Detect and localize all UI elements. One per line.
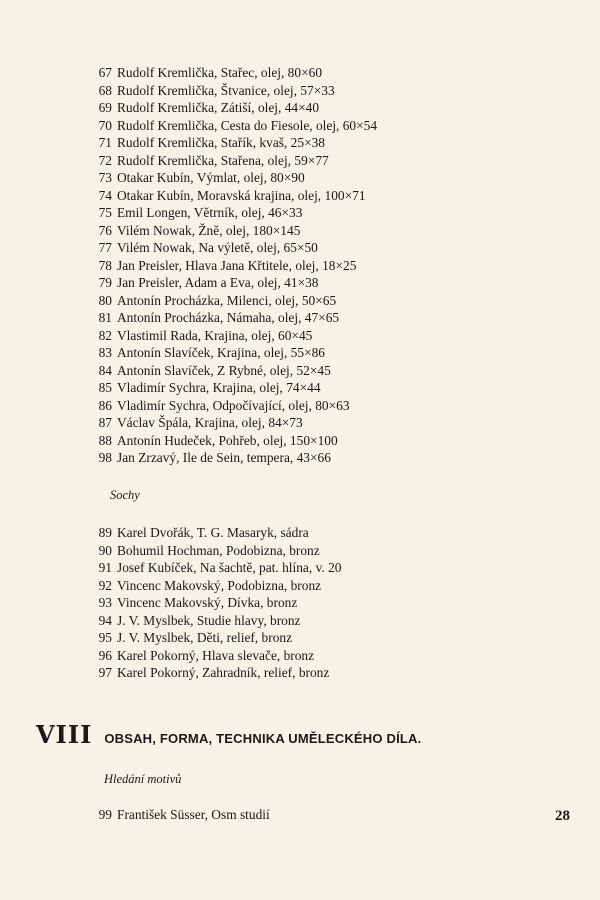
entry-number: 96	[98, 647, 112, 663]
entry-text: Vilém Nowak, Na výletě, olej, 65×50	[117, 240, 318, 255]
entry-text: Bohumil Hochman, Podobizna, bronz	[117, 542, 320, 558]
entry-text: Otakar Kubín, Výmlat, olej, 80×90	[117, 170, 305, 185]
subsection-heading: Hledání motivů	[104, 772, 182, 786]
page-number: 28	[555, 808, 570, 824]
entry-number: 84	[98, 362, 112, 378]
sculptures-list	[84, 524, 341, 682]
entry-number: 77	[98, 240, 112, 255]
catalog-entry	[84, 292, 377, 310]
entry-number: 87	[98, 415, 112, 430]
entry-number: 88	[98, 432, 112, 448]
entry-number: 79	[98, 275, 112, 290]
entry-text: Rudolf Kremlička, Cesta do Fiesole, olej, 60×54	[117, 117, 378, 133]
catalog-entry	[84, 309, 377, 327]
entry-text: Karel Dvořák, T. G. Masaryk, sádra	[117, 525, 309, 540]
entry-number: 80	[98, 292, 112, 308]
entry-text: Antonín Hudeček, Pohřeb, olej, 150×100	[117, 432, 338, 448]
entry-text: J. V. Myslbek, Děti, relief, bronz	[117, 630, 293, 645]
entry-number: 82	[98, 327, 112, 343]
catalog-entry	[84, 187, 377, 205]
entry-number: 89	[98, 525, 112, 540]
paintings-list	[84, 64, 377, 467]
entry-number: 94	[98, 612, 112, 628]
entry-text: Vincenc Makovský, Podobizna, bronz	[117, 577, 322, 593]
catalog-entry	[84, 222, 377, 240]
catalog-entry	[84, 577, 341, 595]
catalog-entry	[84, 379, 377, 397]
catalog-entry	[84, 806, 270, 824]
entry-text: Rudolf Kremlička, Štvanice, olej, 57×33	[117, 82, 335, 98]
entry-text: Vladimír Sychra, Odpočívající, olej, 80×63	[117, 397, 350, 413]
entry-number: 76	[98, 222, 112, 238]
entry-text: Vilém Nowak, Žně, olej, 180×145	[117, 222, 301, 238]
catalog-entry	[84, 397, 377, 415]
catalog-entry	[84, 239, 377, 257]
entry-number: 85	[98, 380, 112, 395]
entry-text: František Süsser, Osm studií	[117, 807, 270, 822]
entry-number: 67	[98, 65, 112, 80]
catalog-entry	[84, 257, 377, 275]
catalog-entry	[84, 664, 341, 682]
entry-text: J. V. Myslbek, Studie hlavy, bronz	[117, 612, 301, 628]
entry-text: Rudolf Kremlička, Stařec, olej, 80×60	[117, 65, 323, 80]
catalog-entry	[84, 344, 377, 362]
entry-text: Emil Longen, Větrník, olej, 46×33	[117, 205, 303, 220]
catalog-entry	[84, 169, 377, 187]
entry-number: 93	[98, 595, 112, 610]
entry-text: Josef Kubíček, Na šachtě, pat. hlína, v. 20	[117, 560, 342, 575]
entry-number: 97	[98, 665, 112, 680]
catalog-entry	[84, 134, 377, 152]
catalog-entry	[84, 414, 377, 432]
catalog-entry	[84, 524, 341, 542]
catalog-entry	[84, 594, 341, 612]
entry-number: 72	[98, 152, 112, 168]
catalog-entry	[84, 629, 341, 647]
entry-number: 73	[98, 170, 112, 185]
entry-text: Rudolf Kremlička, Stařík, kvaš, 25×38	[117, 135, 326, 150]
entry-number: 71	[98, 135, 112, 150]
entry-text: Antonín Slavíček, Z Rybné, olej, 52×45	[117, 362, 331, 378]
entry-number: 78	[98, 257, 112, 273]
entry-number: 90	[98, 542, 112, 558]
catalog-entry	[84, 362, 377, 380]
catalog-entry	[84, 99, 377, 117]
entry-text: Karel Pokorný, Zahradník, relief, bronz	[117, 665, 330, 680]
entry-number: 70	[98, 117, 112, 133]
entry-text: Rudolf Kremlička, Stařena, olej, 59×77	[117, 152, 329, 168]
catalog-entry	[84, 327, 377, 345]
catalog-entry	[84, 204, 377, 222]
catalog-entry	[84, 82, 377, 100]
entry-number: 68	[98, 82, 112, 98]
catalog-entry	[84, 432, 377, 450]
section-heading	[36, 720, 421, 749]
entry-text: Vlastimil Rada, Krajina, olej, 60×45	[117, 327, 313, 343]
entry-text: Antonín Slavíček, Krajina, olej, 55×86	[117, 345, 325, 360]
sculptures-heading: Sochy	[110, 488, 140, 502]
entry-number: 83	[98, 345, 112, 360]
section-title: OBSAH, FORMA, TECHNIKA UMĚLECKÉHO DÍLA.	[104, 731, 422, 746]
entry-text: Jan Preisler, Hlava Jana Křtitele, olej, 18×25	[117, 257, 357, 273]
catalog-entry	[84, 647, 341, 665]
catalog-entry	[84, 64, 377, 82]
entry-text: Rudolf Kremlička, Zátiší, olej, 44×40	[117, 100, 320, 115]
catalog-entry	[84, 152, 377, 170]
entry-text: Otakar Kubín, Moravská krajina, olej, 100×71	[117, 187, 366, 203]
catalog-entry	[84, 274, 377, 292]
catalog-entry	[84, 559, 341, 577]
entry-number: 98	[98, 450, 112, 465]
entry-number: 91	[98, 560, 112, 575]
entry-text: Jan Zrzavý, Ile de Sein, tempera, 43×66	[117, 450, 331, 465]
entry-number: 81	[98, 310, 112, 325]
catalog-entry	[84, 117, 377, 135]
entry-text: Vincenc Makovský, Dívka, bronz	[117, 595, 298, 610]
entry-text: Karel Pokorný, Hlava slevače, bronz	[117, 647, 315, 663]
entry-number: 69	[98, 100, 112, 115]
entry-number: 92	[98, 577, 112, 593]
catalog-entry	[84, 449, 377, 467]
entry-text: Antonín Procházka, Milenci, olej, 50×65	[117, 292, 337, 308]
entry-number: 95	[98, 630, 112, 645]
catalog-entry	[84, 542, 341, 560]
entry-number: 75	[98, 205, 112, 220]
motifs-list	[84, 806, 270, 824]
entry-number: 74	[98, 187, 112, 203]
entry-text: Vladimír Sychra, Krajina, olej, 74×44	[117, 380, 321, 395]
entry-text: Jan Preisler, Adam a Eva, olej, 41×38	[117, 275, 319, 290]
section-roman-numeral: VIII	[36, 720, 93, 749]
entry-text: Václav Špála, Krajina, olej, 84×73	[117, 415, 303, 430]
catalog-entry	[84, 612, 341, 630]
entry-number: 99	[98, 807, 112, 822]
entry-number: 86	[98, 397, 112, 413]
entry-text: Antonín Procházka, Námaha, olej, 47×65	[117, 310, 340, 325]
